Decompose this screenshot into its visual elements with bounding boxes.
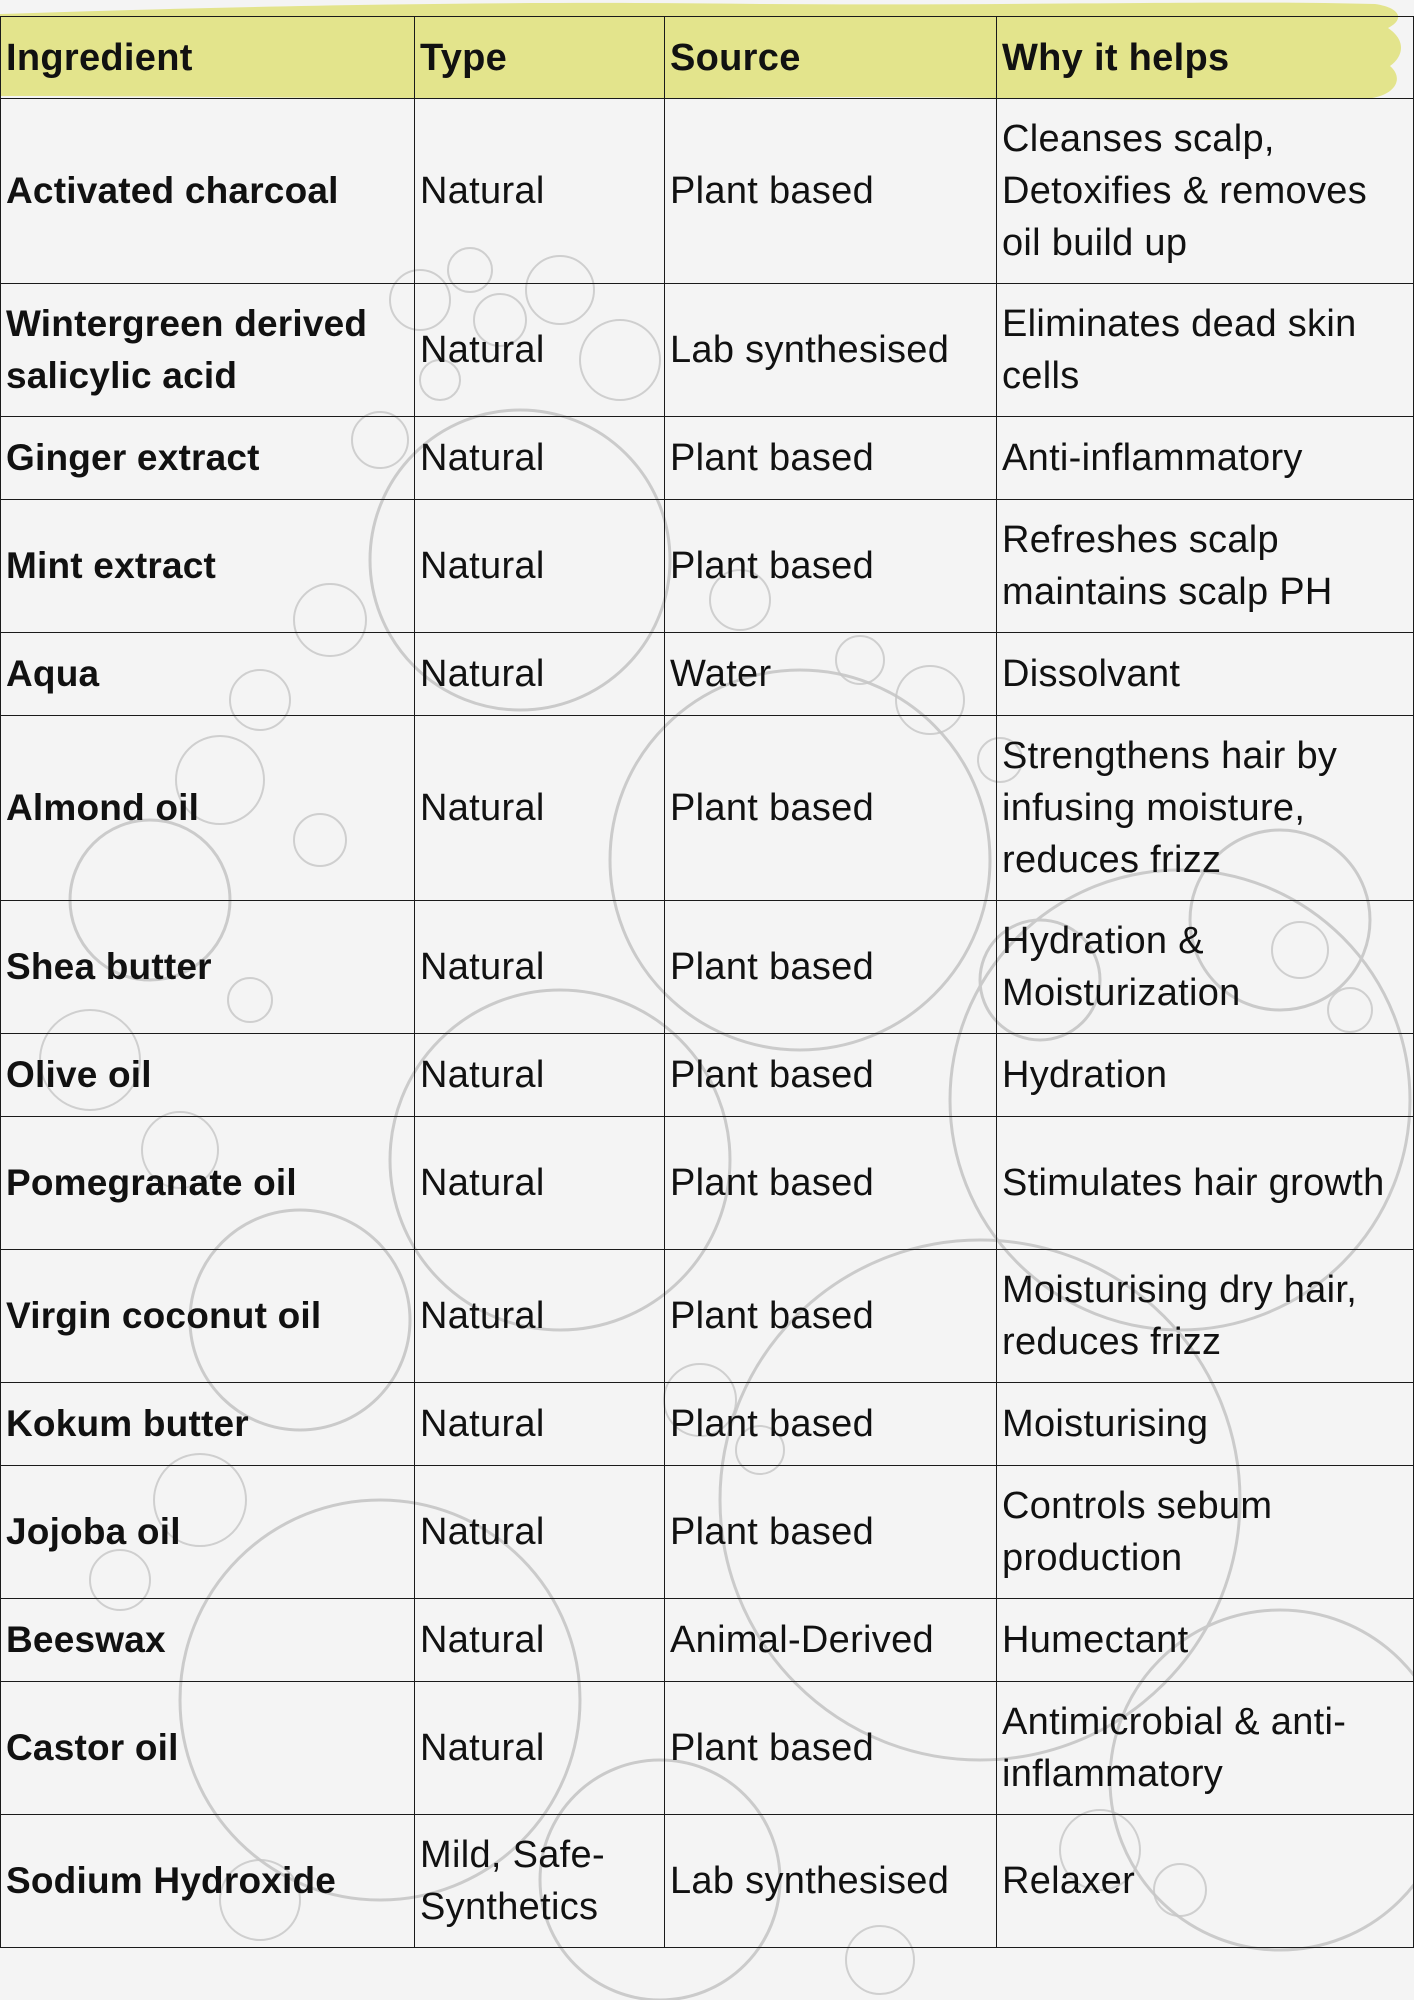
source-cell: Plant based xyxy=(665,901,997,1034)
table-row xyxy=(1,633,1414,716)
table-row xyxy=(1,1815,1414,1948)
ingredient-cell: Pomegranate oil xyxy=(1,1117,415,1250)
ingredient-cell: Castor oil xyxy=(1,1682,415,1815)
type-cell: Natural xyxy=(415,1682,665,1815)
ingredient-cell: Mint extract xyxy=(1,500,415,633)
ingredient-cell: Virgin coconut oil xyxy=(1,1250,415,1383)
type-cell: Natural xyxy=(415,284,665,417)
why-cell: Cleanses scalp, Detoxifies & removes oil build up xyxy=(997,99,1414,284)
source-cell: Plant based xyxy=(665,99,997,284)
type-cell: Natural xyxy=(415,1250,665,1383)
why-cell: Dissolvant xyxy=(997,633,1414,716)
ingredient-cell: Beeswax xyxy=(1,1599,415,1682)
source-cell: Plant based xyxy=(665,716,997,901)
table-row xyxy=(1,1466,1414,1599)
table-row xyxy=(1,99,1414,284)
why-cell: Moisturising xyxy=(997,1383,1414,1466)
source-cell: Plant based xyxy=(665,1034,997,1117)
table-row xyxy=(1,417,1414,500)
ingredient-cell: Ginger extract xyxy=(1,417,415,500)
table-row xyxy=(1,1117,1414,1250)
source-cell: Lab synthesised xyxy=(665,284,997,417)
why-cell: Relaxer xyxy=(997,1815,1414,1948)
why-cell: Eliminates dead skin cells xyxy=(997,284,1414,417)
why-cell: Humectant xyxy=(997,1599,1414,1682)
ingredient-cell: Aqua xyxy=(1,633,415,716)
source-cell: Animal-Derived xyxy=(665,1599,997,1682)
table-row xyxy=(1,1599,1414,1682)
type-cell: Natural xyxy=(415,1117,665,1250)
table-row xyxy=(1,1250,1414,1383)
table-row xyxy=(1,500,1414,633)
type-cell: Natural xyxy=(415,1466,665,1599)
source-cell: Plant based xyxy=(665,1466,997,1599)
ingredient-cell: Almond oil xyxy=(1,716,415,901)
header-source: Source xyxy=(665,17,997,99)
source-cell: Lab synthesised xyxy=(665,1815,997,1948)
table-row xyxy=(1,901,1414,1034)
header-type: Type xyxy=(415,17,665,99)
ingredient-cell: Olive oil xyxy=(1,1034,415,1117)
why-cell: Hydration xyxy=(997,1034,1414,1117)
source-cell: Plant based xyxy=(665,1117,997,1250)
ingredient-cell: Jojoba oil xyxy=(1,1466,415,1599)
table-row xyxy=(1,1383,1414,1466)
table-row xyxy=(1,1034,1414,1117)
ingredient-cell: Shea butter xyxy=(1,901,415,1034)
type-cell: Natural xyxy=(415,99,665,284)
source-cell: Plant based xyxy=(665,1383,997,1466)
type-cell: Natural xyxy=(415,716,665,901)
type-cell: Natural xyxy=(415,1034,665,1117)
ingredient-cell: Wintergreen derived salicylic acid xyxy=(1,284,415,417)
type-cell: Natural xyxy=(415,417,665,500)
table-row xyxy=(1,284,1414,417)
why-cell: Strengthens hair by infusing moisture, reduces frizz xyxy=(997,716,1414,901)
why-cell: Antimicrobial & anti-inflammatory xyxy=(997,1682,1414,1815)
source-cell: Plant based xyxy=(665,1250,997,1383)
source-cell: Plant based xyxy=(665,500,997,633)
source-cell: Water xyxy=(665,633,997,716)
why-cell: Stimulates hair growth xyxy=(997,1117,1414,1250)
header-ingredient: Ingredient xyxy=(1,17,415,99)
type-cell: Natural xyxy=(415,1599,665,1682)
type-cell: Natural xyxy=(415,500,665,633)
ingredients-table xyxy=(0,16,1414,1948)
ingredient-cell: Sodium Hydroxide xyxy=(1,1815,415,1948)
table-row xyxy=(1,716,1414,901)
type-cell: Mild, Safe-Synthetics xyxy=(415,1815,665,1948)
source-cell: Plant based xyxy=(665,1682,997,1815)
ingredient-cell: Activated charcoal xyxy=(1,99,415,284)
why-cell: Hydration & Moisturization xyxy=(997,901,1414,1034)
why-cell: Controls sebum production xyxy=(997,1466,1414,1599)
why-cell: Anti-inflammatory xyxy=(997,417,1414,500)
table-header-row xyxy=(1,17,1414,99)
source-cell: Plant based xyxy=(665,417,997,500)
type-cell: Natural xyxy=(415,901,665,1034)
why-cell: Refreshes scalp maintains scalp PH xyxy=(997,500,1414,633)
why-cell: Moisturising dry hair, reduces frizz xyxy=(997,1250,1414,1383)
header-why-it-helps: Why it helps xyxy=(997,17,1414,99)
type-cell: Natural xyxy=(415,1383,665,1466)
type-cell: Natural xyxy=(415,633,665,716)
ingredient-cell: Kokum butter xyxy=(1,1383,415,1466)
table-row xyxy=(1,1682,1414,1815)
